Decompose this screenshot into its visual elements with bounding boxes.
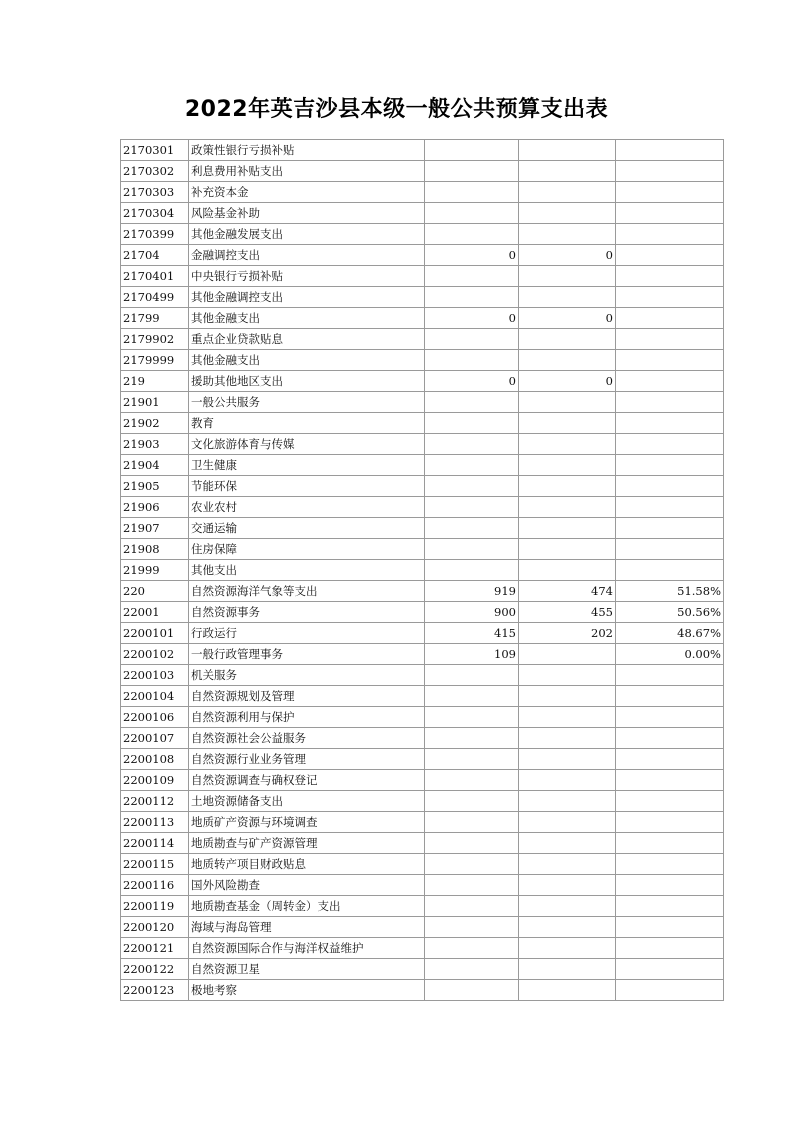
name-cell: 自然资源卫星 bbox=[189, 959, 425, 980]
value-cell-2: 202 bbox=[519, 623, 616, 644]
table-row bbox=[121, 140, 724, 161]
value-cell-3 bbox=[616, 413, 724, 434]
code-cell: 2200109 bbox=[121, 770, 189, 791]
value-cell-3 bbox=[616, 665, 724, 686]
name-cell: 重点企业贷款贴息 bbox=[189, 329, 425, 350]
value-cell-2 bbox=[519, 938, 616, 959]
value-cell-2 bbox=[519, 959, 616, 980]
value-cell-3 bbox=[616, 770, 724, 791]
name-cell: 住房保障 bbox=[189, 539, 425, 560]
table-row bbox=[121, 980, 724, 1001]
code-cell: 2200121 bbox=[121, 938, 189, 959]
table-row bbox=[121, 665, 724, 686]
value-cell-3 bbox=[616, 917, 724, 938]
name-cell: 地质矿产资源与环境调查 bbox=[189, 812, 425, 833]
value-cell-1: 109 bbox=[425, 644, 519, 665]
code-cell: 2200107 bbox=[121, 728, 189, 749]
name-cell: 一般行政管理事务 bbox=[189, 644, 425, 665]
value-cell-3 bbox=[616, 161, 724, 182]
name-cell: 其他金融支出 bbox=[189, 350, 425, 371]
value-cell-3 bbox=[616, 140, 724, 161]
name-cell: 自然资源海洋气象等支出 bbox=[189, 581, 425, 602]
name-cell: 政策性银行亏损补贴 bbox=[189, 140, 425, 161]
table-row bbox=[121, 917, 724, 938]
name-cell: 其他金融调控支出 bbox=[189, 287, 425, 308]
value-cell-1 bbox=[425, 329, 519, 350]
value-cell-3 bbox=[616, 539, 724, 560]
code-cell: 2200104 bbox=[121, 686, 189, 707]
value-cell-1: 900 bbox=[425, 602, 519, 623]
code-cell: 2200114 bbox=[121, 833, 189, 854]
code-cell: 21907 bbox=[121, 518, 189, 539]
table-row bbox=[121, 896, 724, 917]
value-cell-3 bbox=[616, 497, 724, 518]
value-cell-3 bbox=[616, 371, 724, 392]
name-cell: 利息费用补贴支出 bbox=[189, 161, 425, 182]
table-row bbox=[121, 455, 724, 476]
code-cell: 219 bbox=[121, 371, 189, 392]
value-cell-2 bbox=[519, 791, 616, 812]
value-cell-2 bbox=[519, 182, 616, 203]
value-cell-2 bbox=[519, 329, 616, 350]
name-cell: 自然资源调查与确权登记 bbox=[189, 770, 425, 791]
name-cell: 节能环保 bbox=[189, 476, 425, 497]
table-row bbox=[121, 686, 724, 707]
name-cell: 其他金融支出 bbox=[189, 308, 425, 329]
code-cell: 2200106 bbox=[121, 707, 189, 728]
value-cell-1 bbox=[425, 749, 519, 770]
code-cell: 2200119 bbox=[121, 896, 189, 917]
code-cell: 21799 bbox=[121, 308, 189, 329]
value-cell-2 bbox=[519, 476, 616, 497]
code-cell: 2170399 bbox=[121, 224, 189, 245]
table-row bbox=[121, 854, 724, 875]
value-cell-2 bbox=[519, 518, 616, 539]
value-cell-2 bbox=[519, 140, 616, 161]
code-cell: 2170302 bbox=[121, 161, 189, 182]
code-cell: 2200102 bbox=[121, 644, 189, 665]
value-cell-3 bbox=[616, 833, 724, 854]
value-cell-3: 48.67% bbox=[616, 623, 724, 644]
value-cell-1 bbox=[425, 812, 519, 833]
value-cell-2 bbox=[519, 266, 616, 287]
name-cell: 援助其他地区支出 bbox=[189, 371, 425, 392]
value-cell-3 bbox=[616, 266, 724, 287]
code-cell: 2170303 bbox=[121, 182, 189, 203]
value-cell-1 bbox=[425, 707, 519, 728]
value-cell-2 bbox=[519, 896, 616, 917]
value-cell-1 bbox=[425, 833, 519, 854]
table-row bbox=[121, 203, 724, 224]
value-cell-1 bbox=[425, 224, 519, 245]
value-cell-3 bbox=[616, 560, 724, 581]
table-row bbox=[121, 602, 724, 623]
value-cell-2 bbox=[519, 833, 616, 854]
name-cell: 自然资源事务 bbox=[189, 602, 425, 623]
value-cell-3 bbox=[616, 980, 724, 1001]
name-cell: 自然资源国际合作与海洋权益维护 bbox=[189, 938, 425, 959]
value-cell-3 bbox=[616, 434, 724, 455]
value-cell-2 bbox=[519, 203, 616, 224]
code-cell: 2200116 bbox=[121, 875, 189, 896]
table-row bbox=[121, 161, 724, 182]
value-cell-1 bbox=[425, 350, 519, 371]
value-cell-2: 0 bbox=[519, 245, 616, 266]
value-cell-1 bbox=[425, 434, 519, 455]
value-cell-3: 0.00% bbox=[616, 644, 724, 665]
value-cell-2 bbox=[519, 728, 616, 749]
table-row bbox=[121, 539, 724, 560]
value-cell-2: 0 bbox=[519, 308, 616, 329]
value-cell-2 bbox=[519, 875, 616, 896]
name-cell: 风险基金补助 bbox=[189, 203, 425, 224]
name-cell: 自然资源规划及管理 bbox=[189, 686, 425, 707]
code-cell: 2200103 bbox=[121, 665, 189, 686]
name-cell: 卫生健康 bbox=[189, 455, 425, 476]
code-cell: 2200122 bbox=[121, 959, 189, 980]
code-cell: 2170401 bbox=[121, 266, 189, 287]
value-cell-2 bbox=[519, 455, 616, 476]
table-row bbox=[121, 560, 724, 581]
value-cell-1 bbox=[425, 791, 519, 812]
table-row bbox=[121, 728, 724, 749]
table-body bbox=[121, 140, 724, 1001]
table-row bbox=[121, 287, 724, 308]
code-cell: 2179999 bbox=[121, 350, 189, 371]
value-cell-3 bbox=[616, 476, 724, 497]
value-cell-2: 0 bbox=[519, 371, 616, 392]
budget-table bbox=[120, 139, 724, 1001]
name-cell: 其他金融发展支出 bbox=[189, 224, 425, 245]
value-cell-3 bbox=[616, 287, 724, 308]
table-row bbox=[121, 266, 724, 287]
value-cell-3: 50.56% bbox=[616, 602, 724, 623]
table-row bbox=[121, 875, 724, 896]
table-row bbox=[121, 476, 724, 497]
value-cell-1: 415 bbox=[425, 623, 519, 644]
table-row bbox=[121, 791, 724, 812]
value-cell-1 bbox=[425, 392, 519, 413]
table-row bbox=[121, 644, 724, 665]
value-cell-3 bbox=[616, 203, 724, 224]
value-cell-2 bbox=[519, 161, 616, 182]
value-cell-2 bbox=[519, 749, 616, 770]
table-row bbox=[121, 623, 724, 644]
table-row bbox=[121, 224, 724, 245]
value-cell-2 bbox=[519, 287, 616, 308]
value-cell-1 bbox=[425, 476, 519, 497]
code-cell: 21902 bbox=[121, 413, 189, 434]
code-cell: 2200101 bbox=[121, 623, 189, 644]
code-cell: 21905 bbox=[121, 476, 189, 497]
value-cell-1: 0 bbox=[425, 371, 519, 392]
value-cell-2 bbox=[519, 350, 616, 371]
table-row bbox=[121, 329, 724, 350]
name-cell: 文化旅游体育与传媒 bbox=[189, 434, 425, 455]
value-cell-1 bbox=[425, 875, 519, 896]
value-cell-2 bbox=[519, 980, 616, 1001]
name-cell: 交通运输 bbox=[189, 518, 425, 539]
table-row bbox=[121, 833, 724, 854]
value-cell-3 bbox=[616, 245, 724, 266]
value-cell-3 bbox=[616, 455, 724, 476]
value-cell-1: 0 bbox=[425, 245, 519, 266]
value-cell-1 bbox=[425, 560, 519, 581]
value-cell-1 bbox=[425, 854, 519, 875]
value-cell-2 bbox=[519, 434, 616, 455]
code-cell: 21901 bbox=[121, 392, 189, 413]
value-cell-1 bbox=[425, 203, 519, 224]
value-cell-1 bbox=[425, 161, 519, 182]
value-cell-1 bbox=[425, 728, 519, 749]
value-cell-2 bbox=[519, 497, 616, 518]
code-cell: 2200113 bbox=[121, 812, 189, 833]
value-cell-2 bbox=[519, 917, 616, 938]
value-cell-1 bbox=[425, 686, 519, 707]
code-cell: 2200108 bbox=[121, 749, 189, 770]
table-row bbox=[121, 812, 724, 833]
value-cell-2 bbox=[519, 686, 616, 707]
code-cell: 21704 bbox=[121, 245, 189, 266]
value-cell-3 bbox=[616, 749, 724, 770]
table-row bbox=[121, 959, 724, 980]
code-cell: 2170301 bbox=[121, 140, 189, 161]
name-cell: 自然资源社会公益服务 bbox=[189, 728, 425, 749]
value-cell-3 bbox=[616, 707, 724, 728]
value-cell-3 bbox=[616, 854, 724, 875]
value-cell-1: 919 bbox=[425, 581, 519, 602]
value-cell-2 bbox=[519, 665, 616, 686]
name-cell: 农业农村 bbox=[189, 497, 425, 518]
name-cell: 极地考察 bbox=[189, 980, 425, 1001]
code-cell: 220 bbox=[121, 581, 189, 602]
value-cell-3 bbox=[616, 329, 724, 350]
name-cell: 海域与海岛管理 bbox=[189, 917, 425, 938]
value-cell-3 bbox=[616, 350, 724, 371]
value-cell-2: 455 bbox=[519, 602, 616, 623]
value-cell-3: 51.58% bbox=[616, 581, 724, 602]
name-cell: 中央银行亏损补贴 bbox=[189, 266, 425, 287]
value-cell-1 bbox=[425, 938, 519, 959]
name-cell: 地质勘查与矿产资源管理 bbox=[189, 833, 425, 854]
value-cell-2 bbox=[519, 413, 616, 434]
table-row bbox=[121, 938, 724, 959]
value-cell-3 bbox=[616, 518, 724, 539]
value-cell-1 bbox=[425, 413, 519, 434]
name-cell: 自然资源行业业务管理 bbox=[189, 749, 425, 770]
name-cell: 地质转产项目财政贴息 bbox=[189, 854, 425, 875]
table-row bbox=[121, 581, 724, 602]
value-cell-1 bbox=[425, 665, 519, 686]
value-cell-3 bbox=[616, 182, 724, 203]
code-cell: 2200123 bbox=[121, 980, 189, 1001]
name-cell: 土地资源储备支出 bbox=[189, 791, 425, 812]
name-cell: 金融调控支出 bbox=[189, 245, 425, 266]
value-cell-2 bbox=[519, 224, 616, 245]
value-cell-3 bbox=[616, 959, 724, 980]
value-cell-3 bbox=[616, 896, 724, 917]
value-cell-1 bbox=[425, 980, 519, 1001]
value-cell-3 bbox=[616, 938, 724, 959]
value-cell-3 bbox=[616, 392, 724, 413]
code-cell: 21903 bbox=[121, 434, 189, 455]
value-cell-2 bbox=[519, 770, 616, 791]
code-cell: 2170304 bbox=[121, 203, 189, 224]
value-cell-3 bbox=[616, 686, 724, 707]
table-row bbox=[121, 497, 724, 518]
code-cell: 21999 bbox=[121, 560, 189, 581]
table-row bbox=[121, 245, 724, 266]
name-cell: 自然资源利用与保护 bbox=[189, 707, 425, 728]
value-cell-1 bbox=[425, 140, 519, 161]
value-cell-2 bbox=[519, 644, 616, 665]
value-cell-2 bbox=[519, 707, 616, 728]
name-cell: 补充资本金 bbox=[189, 182, 425, 203]
code-cell: 2200112 bbox=[121, 791, 189, 812]
name-cell: 教育 bbox=[189, 413, 425, 434]
table-row bbox=[121, 707, 724, 728]
code-cell: 21906 bbox=[121, 497, 189, 518]
value-cell-1 bbox=[425, 266, 519, 287]
table-row bbox=[121, 182, 724, 203]
value-cell-2 bbox=[519, 854, 616, 875]
code-cell: 21908 bbox=[121, 539, 189, 560]
code-cell: 2179902 bbox=[121, 329, 189, 350]
value-cell-1: 0 bbox=[425, 308, 519, 329]
value-cell-3 bbox=[616, 308, 724, 329]
value-cell-2 bbox=[519, 560, 616, 581]
name-cell: 国外风险勘查 bbox=[189, 875, 425, 896]
value-cell-3 bbox=[616, 875, 724, 896]
table-row bbox=[121, 392, 724, 413]
code-cell: 2200115 bbox=[121, 854, 189, 875]
table-row bbox=[121, 749, 724, 770]
value-cell-1 bbox=[425, 518, 519, 539]
value-cell-1 bbox=[425, 770, 519, 791]
name-cell: 机关服务 bbox=[189, 665, 425, 686]
code-cell: 21904 bbox=[121, 455, 189, 476]
value-cell-2 bbox=[519, 812, 616, 833]
value-cell-2 bbox=[519, 539, 616, 560]
value-cell-3 bbox=[616, 224, 724, 245]
table-row bbox=[121, 350, 724, 371]
page-title: 2022年英吉沙县本级一般公共预算支出表 bbox=[184, 97, 609, 122]
table-row bbox=[121, 518, 724, 539]
value-cell-1 bbox=[425, 959, 519, 980]
code-cell: 2170499 bbox=[121, 287, 189, 308]
value-cell-1 bbox=[425, 182, 519, 203]
value-cell-1 bbox=[425, 497, 519, 518]
table-row bbox=[121, 434, 724, 455]
table-row bbox=[121, 308, 724, 329]
value-cell-1 bbox=[425, 896, 519, 917]
name-cell: 一般公共服务 bbox=[189, 392, 425, 413]
table-row bbox=[121, 413, 724, 434]
value-cell-1 bbox=[425, 917, 519, 938]
code-cell: 2200120 bbox=[121, 917, 189, 938]
table-row bbox=[121, 371, 724, 392]
value-cell-1 bbox=[425, 287, 519, 308]
value-cell-1 bbox=[425, 539, 519, 560]
value-cell-3 bbox=[616, 791, 724, 812]
name-cell: 地质勘查基金（周转金）支出 bbox=[189, 896, 425, 917]
code-cell: 22001 bbox=[121, 602, 189, 623]
value-cell-3 bbox=[616, 812, 724, 833]
table-row bbox=[121, 770, 724, 791]
name-cell: 其他支出 bbox=[189, 560, 425, 581]
name-cell: 行政运行 bbox=[189, 623, 425, 644]
value-cell-1 bbox=[425, 455, 519, 476]
value-cell-2: 474 bbox=[519, 581, 616, 602]
value-cell-2 bbox=[519, 392, 616, 413]
value-cell-3 bbox=[616, 728, 724, 749]
